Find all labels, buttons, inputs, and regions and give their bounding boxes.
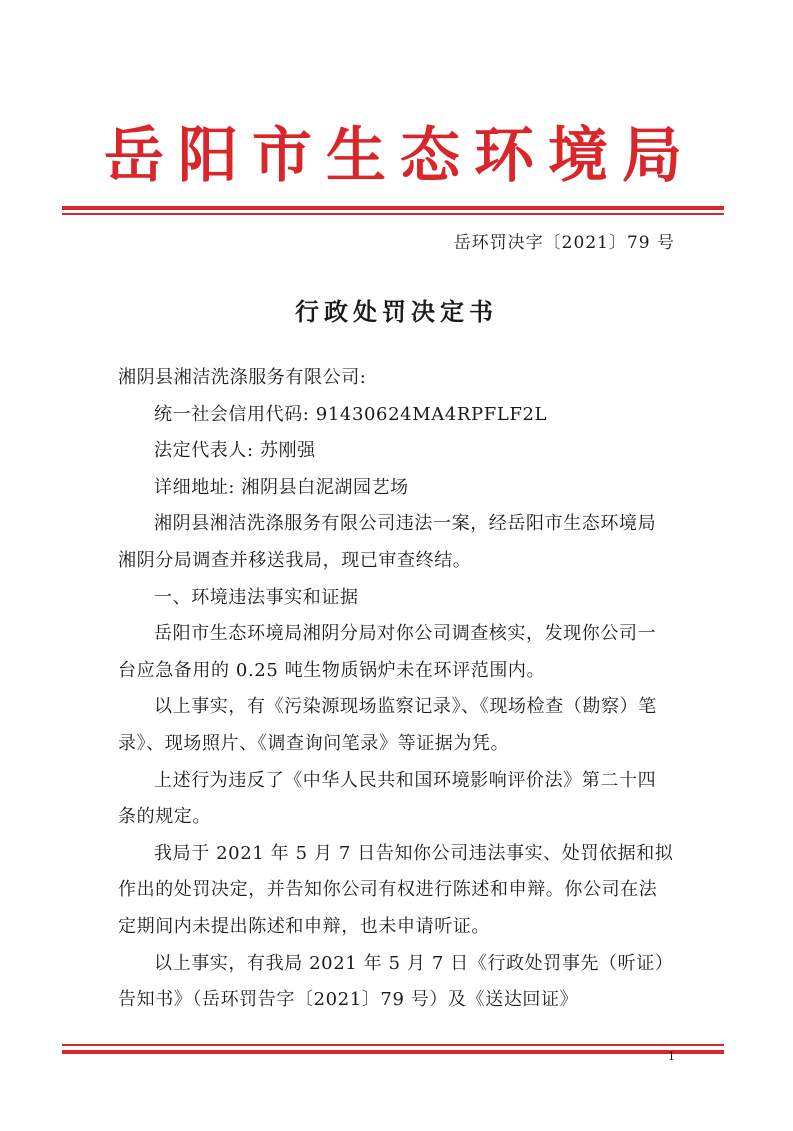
footer-red-rule-thick <box>62 1050 724 1054</box>
notice-paragraph: 我局于 2021 年 5 月 7 日告知你公司违法事实、处罚依据和拟作出的处罚决定，并告知你公司有权进行陈述和申辩。你公司在法定期间内未提出陈述和申辩，也未申请听证。 <box>118 842 674 937</box>
section-heading: 一、环境违法事实和证据 <box>154 586 359 608</box>
credit-code-line: 统一社会信用代码: 91430624MA4RPFLF2L <box>154 403 548 425</box>
facts-paragraph: 岳阳市生态环境局湘阴分局对你公司调查核实，发现你公司一台应急备用的 0.25 吨生物质锅炉未在环评范围内。 <box>118 623 657 681</box>
footer-red-rule-thin <box>62 1044 724 1046</box>
legal-representative-line: 法定代表人: 苏刚强 <box>154 440 316 462</box>
header-red-rule-thick <box>62 206 724 210</box>
address-line: 详细地址: 湘阴县白泥湖园艺场 <box>154 476 409 498</box>
header-red-rule-thin <box>62 213 724 215</box>
document-title: 行政处罚决定书 <box>295 298 498 326</box>
document-number: 岳环罚决字〔2021〕79 号 <box>453 233 675 253</box>
agency-header-title: 岳阳市生态环境局 <box>104 121 696 191</box>
document-body <box>118 360 674 1019</box>
recipient-line: 湘阴县湘洁洗涤服务有限公司: <box>118 367 367 388</box>
notice-evidence-paragraph: 以上事实，有我局 2021 年 5 月 7 日《行政处罚事先（听证）告知书》（岳环罚告字〔2021〕79 号）及《送达回证》 <box>118 952 674 1011</box>
page-number: 1 <box>668 1050 675 1063</box>
evidence-paragraph: 以上事实，有《污染源现场监察记录》、《现场检查（勘察）笔录》、现场照片、《调查询问笔录》等证据为凭。 <box>118 696 657 754</box>
violation-paragraph: 上述行为违反了《中华人民共和国环境影响评价法》第二十四条的规定。 <box>118 769 657 828</box>
intro-paragraph: 湘阴县湘洁洗涤服务有限公司违法一案，经岳阳市生态环境局湘阴分局调查并移送我局，现已审查终结。 <box>118 513 657 571</box>
